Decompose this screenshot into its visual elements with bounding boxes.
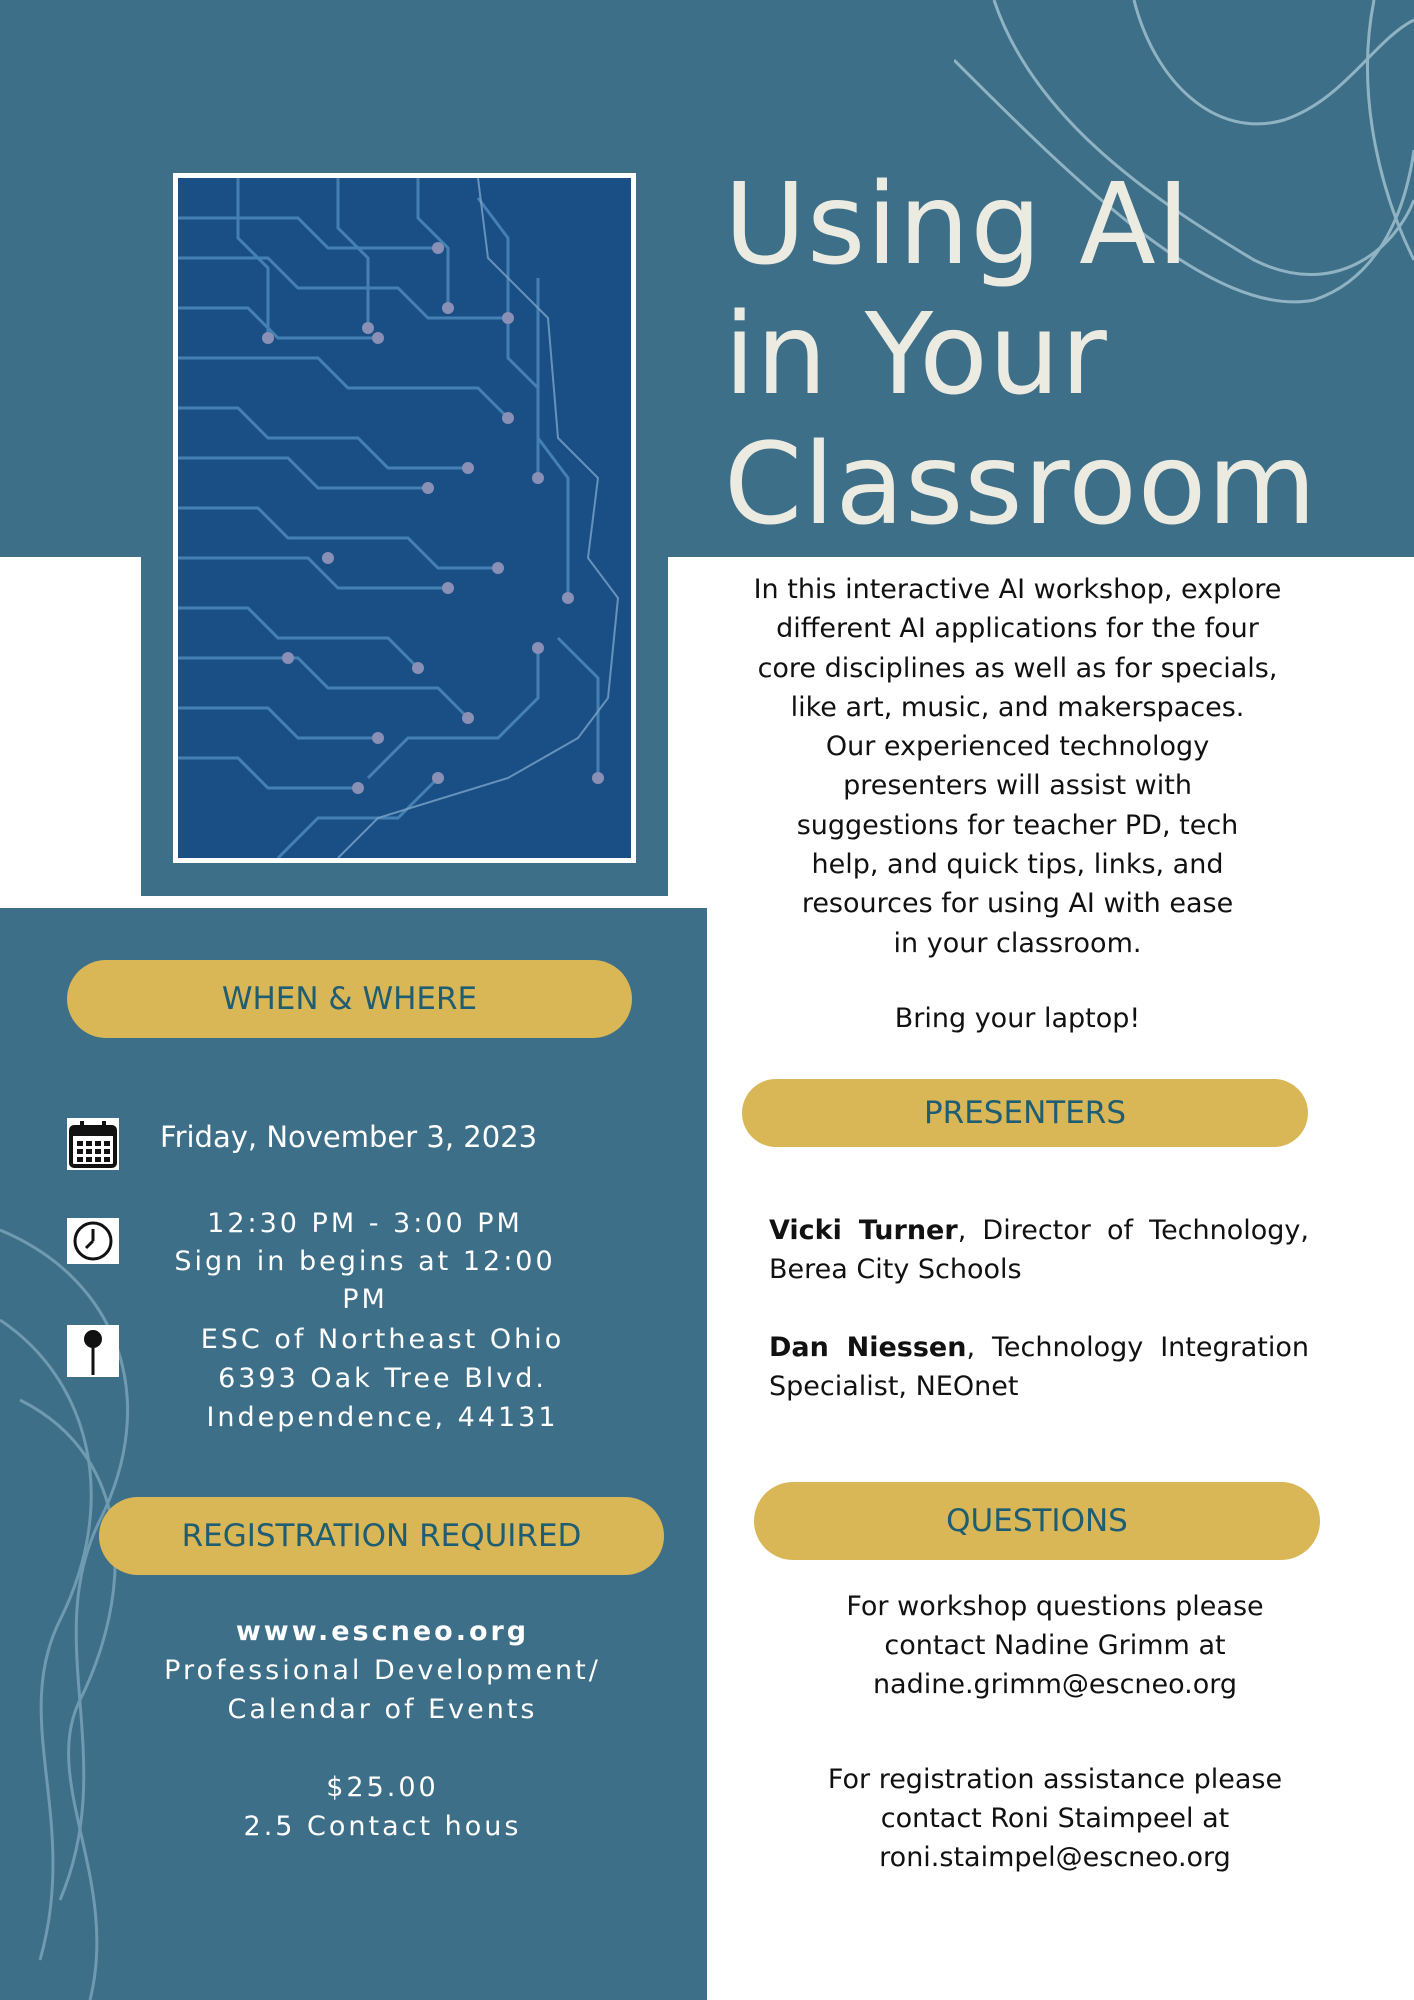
registration-heading: REGISTRATION REQUIRED bbox=[99, 1497, 664, 1575]
location-line: Independence, 44131 bbox=[206, 1402, 559, 1433]
calendar-icon bbox=[67, 1118, 119, 1170]
title-line: Using AI bbox=[724, 160, 1191, 290]
description-line: presenters will assist with bbox=[843, 770, 1192, 802]
event-date: Friday, November 3, 2023 bbox=[160, 1120, 538, 1154]
event-location bbox=[160, 1320, 605, 1437]
description-line: Our experienced technology bbox=[825, 731, 1210, 763]
presenter-role: , Technology Integration Specialist, NEOnet bbox=[769, 1332, 1309, 1402]
description-line: like art, music, and makerspaces. bbox=[790, 691, 1245, 723]
description-line: suggestions for teacher PD, tech bbox=[796, 809, 1239, 841]
clock-icon bbox=[67, 1218, 119, 1264]
circuit-head-image bbox=[173, 173, 636, 863]
location-line: 6393 Oak Tree Blvd. bbox=[218, 1363, 547, 1394]
questions-heading: QUESTIONS bbox=[754, 1482, 1320, 1560]
presenter-name: Vicki Turner bbox=[769, 1215, 958, 1246]
registration-details bbox=[90, 1612, 675, 1846]
description-line: resources for using AI with ease bbox=[801, 888, 1234, 920]
registration-path: Professional Development/ bbox=[164, 1655, 601, 1686]
contact-line: contact Nadine Grimm at bbox=[884, 1630, 1226, 1661]
description-line: help, and quick tips, links, and bbox=[811, 849, 1224, 881]
event-time bbox=[150, 1205, 580, 1319]
website-link[interactable]: www.escneo.org bbox=[235, 1616, 530, 1647]
presenters-heading: PRESENTERS bbox=[742, 1079, 1308, 1147]
title-line: Classroom bbox=[724, 420, 1318, 550]
description-line: In this interactive AI workshop, explore bbox=[753, 574, 1282, 605]
contact-hours: 2.5 Contact hous bbox=[243, 1811, 522, 1842]
sign-in-time: Sign in begins at 12:00 PM bbox=[174, 1246, 556, 1315]
location-line: ESC of Northeast Ohio bbox=[200, 1324, 565, 1355]
price: $25.00 bbox=[326, 1772, 439, 1803]
registration-contact bbox=[790, 1760, 1320, 1877]
bring-laptop-note: Bring your laptop! bbox=[894, 1003, 1141, 1034]
presenter-entry bbox=[769, 1211, 1309, 1289]
contact-line: For workshop questions please bbox=[846, 1591, 1264, 1622]
registration-path: Calendar of Events bbox=[227, 1694, 538, 1725]
when-where-heading: WHEN & WHERE bbox=[67, 960, 632, 1038]
time-range: 12:30 PM - 3:00 PM bbox=[207, 1208, 523, 1239]
map-pin-icon bbox=[67, 1325, 119, 1377]
contact-email[interactable]: nadine.grimm@escneo.org bbox=[872, 1669, 1238, 1700]
contact-line: contact Roni Staimpeel at bbox=[880, 1803, 1230, 1834]
title-line: in Your bbox=[724, 290, 1108, 420]
contact-email[interactable]: roni.staimpel@escneo.org bbox=[879, 1842, 1231, 1873]
description-line: different AI applications for the four bbox=[776, 613, 1259, 645]
presenter-role: , Director of Technology, Berea City Schools bbox=[769, 1215, 1309, 1285]
contact-line: For registration assistance please bbox=[827, 1764, 1283, 1795]
hero-image-frame bbox=[141, 141, 668, 896]
page-title bbox=[724, 160, 1404, 550]
workshop-contact bbox=[790, 1587, 1320, 1704]
presenter-name: Dan Niessen bbox=[769, 1332, 967, 1363]
workshop-description bbox=[730, 570, 1305, 963]
description-line: in your classroom. bbox=[893, 927, 1142, 959]
description-line: core disciplines as well as for specials, bbox=[757, 652, 1278, 684]
circuit-board-illustration bbox=[178, 178, 631, 858]
presenter-entry bbox=[769, 1328, 1309, 1406]
